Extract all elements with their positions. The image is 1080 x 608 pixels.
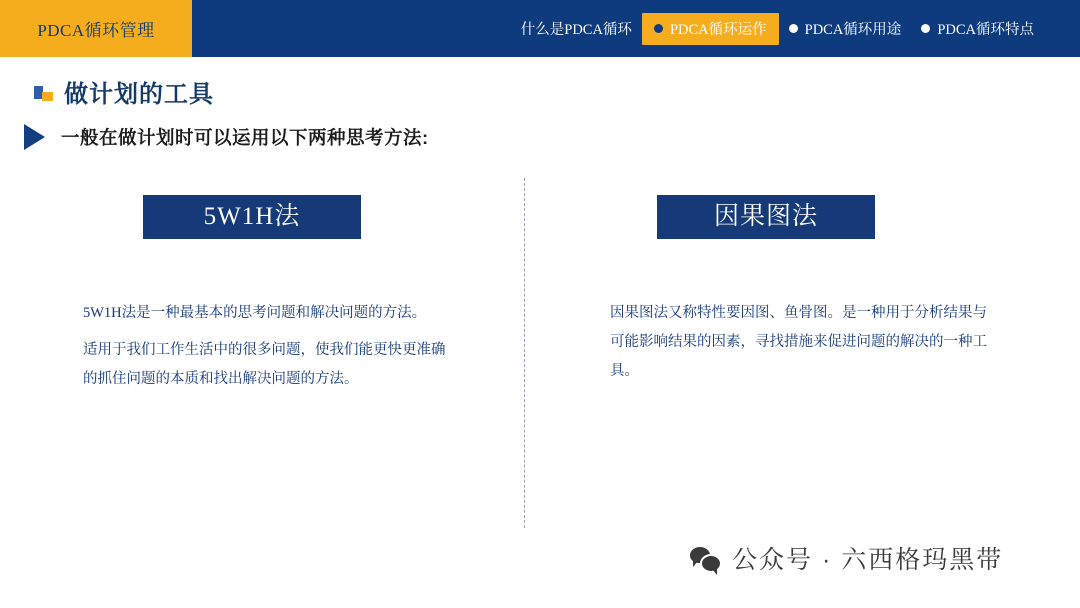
- nav-label: PDCA循环运作: [669, 22, 767, 38]
- page-title: 做计划的工具: [64, 81, 214, 108]
- brand-tab[interactable]: [0, 0, 192, 57]
- brand-title: PDCA循环管理: [37, 21, 155, 40]
- page-title-row: [34, 74, 214, 109]
- footer-watermark: [690, 540, 1003, 576]
- page-subtitle: 一般在做计划时可以运用以下两种思考方法:: [61, 127, 429, 148]
- bullet-dot-icon: [921, 24, 930, 33]
- nav-item-pdca-operation[interactable]: [642, 13, 779, 45]
- nav-item-pdca-features[interactable]: [911, 13, 1044, 45]
- nav-label: PDCA循环特点: [937, 22, 1034, 38]
- top-navigation-bar: [0, 0, 1080, 57]
- paragraph: 5W1H法是一种最基本的思考问题和解决问题的方法。: [83, 305, 427, 321]
- triangle-bullet-icon: [24, 124, 45, 150]
- blocks-icon: [34, 84, 54, 104]
- column-title-5w1h: 5W1H法: [143, 195, 361, 239]
- vertical-divider: [524, 178, 525, 528]
- paragraph: 因果图法又称特性要因图、鱼骨图。是一种用于分析结果与可能影响结果的因素，寻找措施来促进问题的解决的一种工具。: [610, 305, 987, 379]
- footer-text: 公众号 · 六西格玛黑带: [732, 546, 1004, 574]
- subtitle-row: [24, 124, 429, 150]
- bullet-dot-icon: [789, 24, 798, 33]
- nav-label: PDCA循环用途: [804, 22, 902, 38]
- column-body-left: [83, 299, 451, 394]
- nav-item-pdca-usage[interactable]: [779, 13, 912, 45]
- content-column-left: [78, 195, 478, 402]
- nav-label: 什么是PDCA循环: [520, 22, 632, 38]
- nav-item-what-is-pdca[interactable]: [517, 13, 642, 45]
- bullet-dot-icon: [654, 24, 663, 33]
- nav-items: [192, 0, 1080, 57]
- content-column-right: [592, 195, 992, 394]
- column-title-cause-effect: 因果图法: [657, 195, 875, 239]
- wechat-icon: [690, 545, 720, 571]
- paragraph: 适用于我们工作生活中的很多问题，使我们能更快更准确的抓住问题的本质和找出解决问题的方法。: [83, 342, 446, 387]
- column-body-right: [610, 299, 988, 386]
